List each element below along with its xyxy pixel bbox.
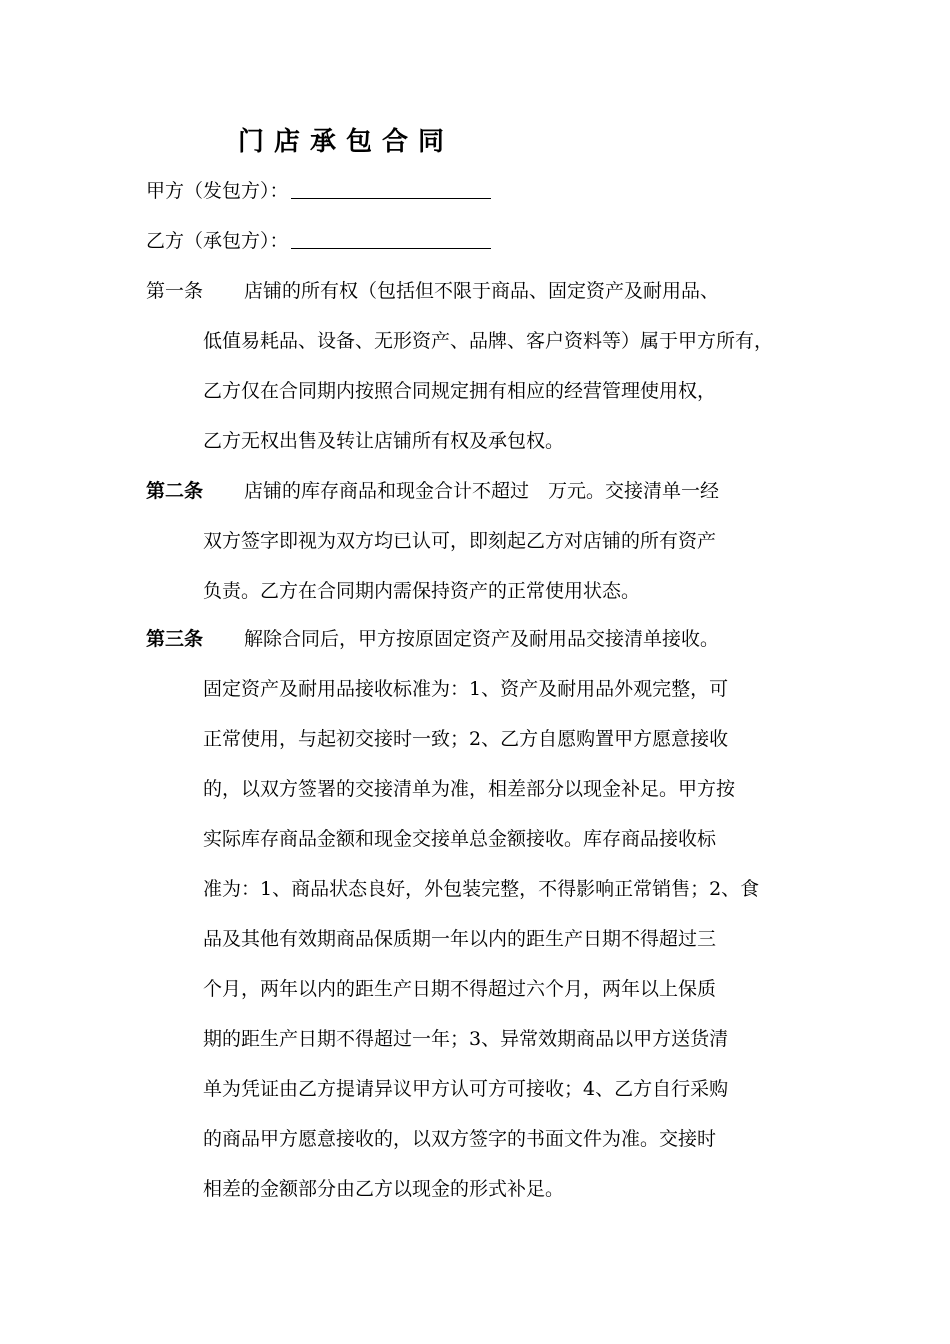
article-2-line-3: 负责。乙方在合同期内需保持资产的正常使用状态。 <box>203 580 641 602</box>
article-2-line-1 <box>146 476 826 526</box>
article-1-line-1 <box>146 276 826 326</box>
article-2-text-1: 店铺的库存商品和现金合计不超过 万元。交接清单一经 <box>244 480 720 502</box>
article-3-line-9: 期的距生产日期不得超过一年；3、异常效期商品以甲方送货清 <box>203 1028 729 1050</box>
article-3 <box>146 624 826 1224</box>
article-2 <box>146 476 826 626</box>
article-3-line-2: 固定资产及耐用品接收标准为：1、资产及耐用品外观完整，可 <box>203 678 729 700</box>
article-3-line-10: 单为凭证由乙方提请异议甲方认可方可接收；4、乙方自行采购 <box>203 1078 729 1100</box>
article-3-text-1: 解除合同后，甲方按原固定资产及耐用品交接清单接收。 <box>244 628 720 650</box>
article-1-line-2: 低值易耗品、设备、无形资产、品牌、客户资料等）属于甲方所有， <box>203 330 774 352</box>
article-3-label: 第三条 <box>146 628 204 650</box>
article-1-line-3: 乙方仅在合同期内按照合同规定拥有相应的经营管理使用权， <box>203 380 717 402</box>
party-a-line <box>146 176 491 206</box>
document-title: 门店承包合同 <box>238 127 455 157</box>
article-1-text-1: 店铺的所有权（包括但不限于商品、固定资产及耐用品、 <box>244 280 720 302</box>
article-2-line-2: 双方签字即视为双方均已认可，即刻起乙方对店铺的所有资产 <box>203 530 717 552</box>
article-2-label: 第二条 <box>146 480 204 502</box>
party-a-blank <box>291 176 491 199</box>
article-1-label: 第一条 <box>146 280 204 302</box>
party-a-label: 甲方（发包方）： <box>146 180 289 202</box>
article-3-line-4: 的，以双方签署的交接清单为准，相差部分以现金补足。甲方按 <box>203 778 736 800</box>
party-b-blank <box>291 226 491 249</box>
article-3-line-3: 正常使用，与起初交接时一致；2、乙方自愿购置甲方愿意接收 <box>203 728 729 750</box>
article-1-line-4: 乙方无权出售及转让店铺所有权及承包权。 <box>203 430 565 452</box>
article-3-line-5: 实际库存商品金额和现金交接单总金额接收。库存商品接收标 <box>203 828 717 850</box>
article-3-line-1 <box>146 624 826 674</box>
party-b-line <box>146 226 491 256</box>
party-b-label: 乙方（承包方）： <box>146 230 289 252</box>
article-3-line-8: 个月，两年以内的距生产日期不得超过六个月，两年以上保质 <box>203 978 717 1000</box>
article-3-line-6: 准为：1、商品状态良好，外包装完整，不得影响正常销售；2、食 <box>203 878 760 900</box>
article-1 <box>146 276 826 476</box>
article-3-line-11: 的商品甲方愿意接收的，以双方签字的书面文件为准。交接时 <box>203 1128 717 1150</box>
article-3-line-12: 相差的金额部分由乙方以现金的形式补足。 <box>203 1178 565 1200</box>
article-3-line-7: 品及其他有效期商品保质期一年以内的距生产日期不得超过三 <box>203 928 717 950</box>
